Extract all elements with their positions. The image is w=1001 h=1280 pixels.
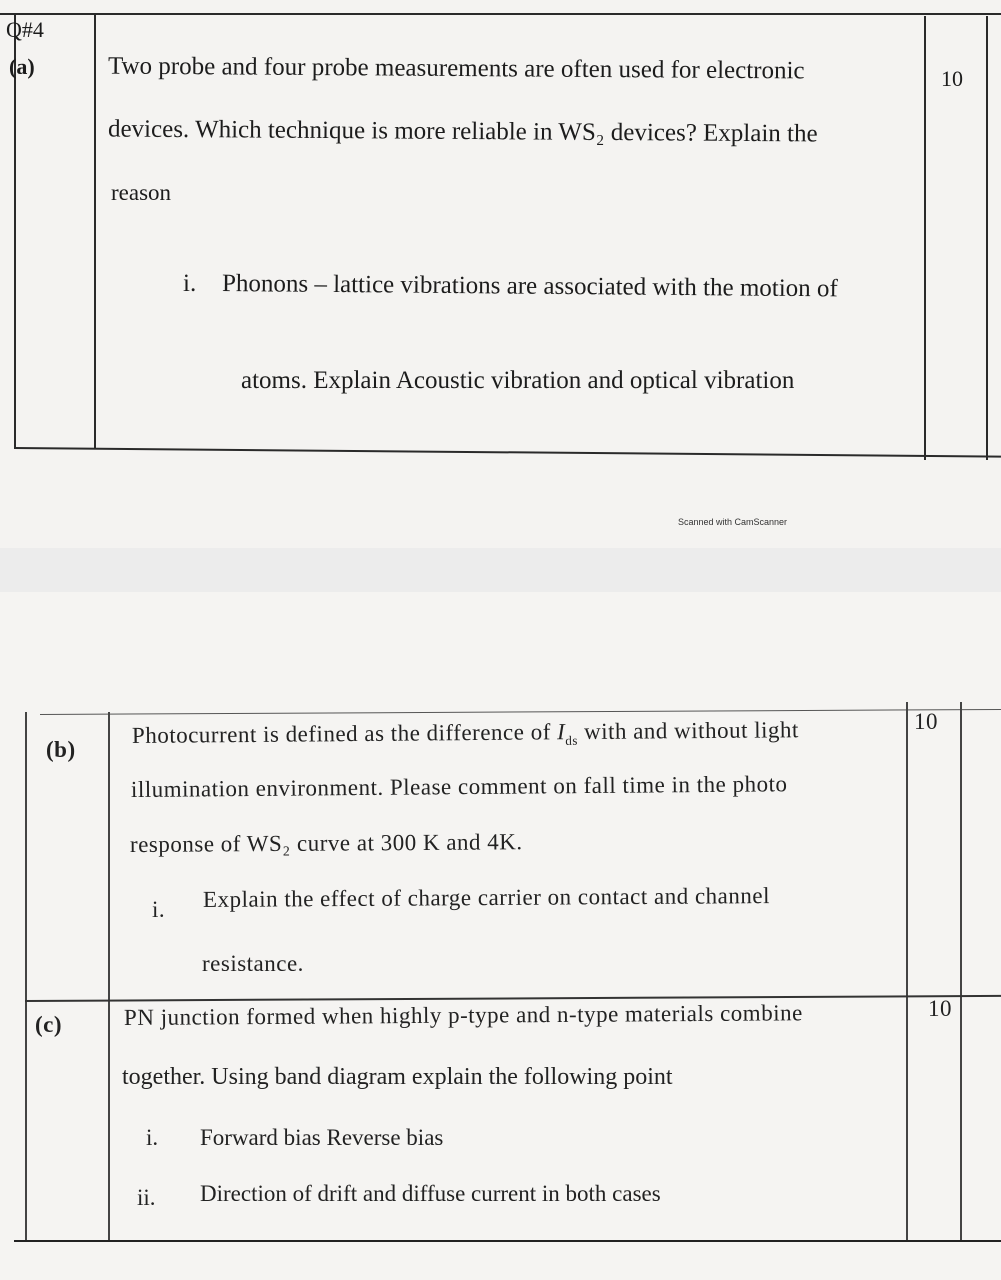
part-b-sub-text-line-2: resistance.: [202, 951, 304, 976]
part-a-label: (a): [9, 54, 35, 79]
part-b-text-line-1: [132, 717, 799, 752]
part-a-text-line-1: Two probe and four probe measurements are often used for electronic: [107, 52, 805, 85]
scanner-watermark: Scanned with CamScanner: [678, 517, 788, 527]
part-c-sub-1-number: i.: [146, 1125, 159, 1150]
marks-column-right-divider: [986, 16, 988, 460]
part-c-marks: 10: [928, 996, 952, 1021]
part-c-sub-1-text: Forward bias Reverse bias: [200, 1125, 444, 1150]
question-number: Q#4: [6, 17, 44, 42]
part-c-sub-2-text: Direction of drift and diffuse current in both cases: [200, 1181, 661, 1206]
part-c-text-line-1: PN junction formed when highly p-type and n-type materials combine: [123, 1000, 803, 1030]
marks-column-left-divider: [924, 16, 926, 460]
part-b-text-line-3: response of WS₂ curve at 300 K and 4K.: [129, 829, 523, 857]
part-b-text-line-2: illumination environment. Please comment on fall time in the photo: [130, 771, 788, 802]
part-b-line-1-start: Photocurrent is defined as the difference of: [131, 719, 558, 748]
part-b-marks: 10: [914, 709, 938, 734]
part-a-sub-text-line-2: atoms. Explain Acoustic vibration and optical vibration: [241, 367, 795, 394]
part-a-sub-number: i.: [183, 270, 197, 297]
page-separator: [0, 548, 1001, 592]
table-2-bottom-border: [14, 1240, 1001, 1242]
marks-column-right-divider-2: [960, 702, 962, 1240]
row-b-c-divider: [25, 995, 1001, 1002]
table-top-border: [0, 13, 1001, 15]
part-a-text-line-2: devices. Which technique is more reliable in WS₂ devices? Explain the: [107, 115, 818, 148]
part-c-label: (c): [35, 1012, 63, 1037]
part-b-line-1-end: with and without light: [577, 717, 799, 745]
part-c-sub-2-number: ii.: [137, 1185, 156, 1210]
exam-page-2: [0, 592, 1001, 1280]
table-2-left-border: [25, 712, 27, 1240]
part-b-label: (b): [46, 737, 76, 762]
part-b-sub-number: i.: [152, 897, 166, 922]
part-c-text-line-2: together. Using band diagram explain the following point: [122, 1064, 673, 1090]
part-a-sub-text-line-1: Phonons – lattice vibrations are associated with the motion of: [221, 270, 838, 303]
part-a-marks: 10: [941, 66, 963, 91]
part-b-sub-text-line-1: Explain the effect of charge carrier on contact and channel: [202, 883, 771, 912]
table-bottom-border: [14, 447, 1001, 458]
ids-subscript: ds: [565, 732, 578, 748]
marks-column-left-divider-2: [906, 702, 908, 1240]
part-a-text-line-3: reason: [111, 180, 172, 205]
label-column-divider-2: [108, 712, 110, 1240]
label-column-divider: [94, 14, 96, 448]
exam-page-1: [0, 0, 1001, 548]
table-2-top-border: [40, 709, 1001, 715]
ids-variable: I: [556, 719, 566, 745]
